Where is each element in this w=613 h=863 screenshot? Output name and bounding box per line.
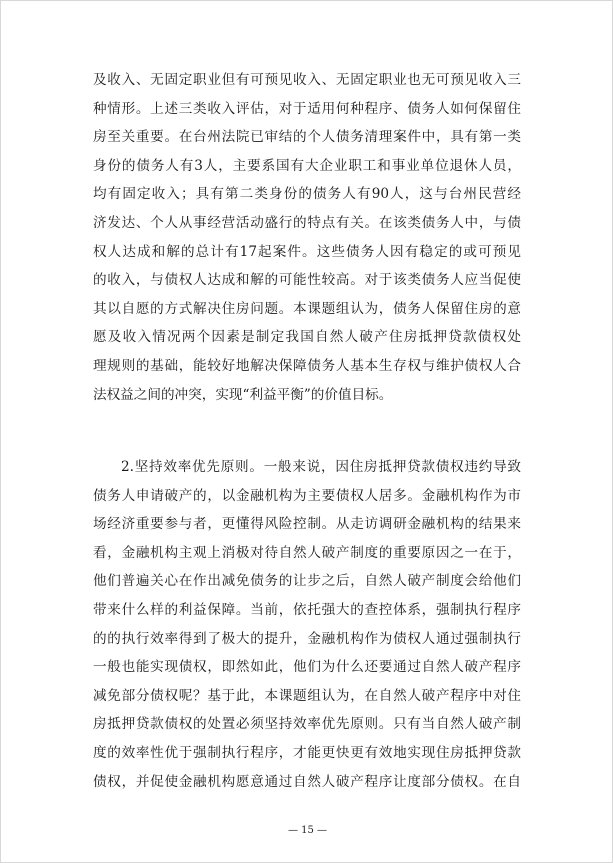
text-line: 权人达成和解的总计有17起案件。这些债务人因有稳定的或可预见 <box>93 243 521 260</box>
text-line: 房至关重要。在台州法院已审结的个人债务清理案件中，具有第一类 <box>93 129 521 146</box>
text-line: 的收入，与债权人达成和解的可能性较高。对于该类债务人应当促使 <box>93 272 521 289</box>
text-line: 场经济重要参与者，更懂得风险控制。从走访调研金融机构的结果来 <box>93 516 521 533</box>
text-line: 及收入、无固定职业但有可预见收入、无固定职业也无可预见收入三 <box>93 72 521 88</box>
text-line: 减免部分债权呢？基于此，本课题组认为，在自然人破产程序中对住 <box>93 687 521 704</box>
text-line: 房抵押贷款债权的处置必须坚持效率优先原则。只有当自然人破产制 <box>93 716 521 733</box>
text-line: 债权，并促使金融机构愿意通过自然人破产程序让度部分债权。在自 <box>93 773 521 790</box>
page-number: — 15 — <box>287 825 328 836</box>
paragraph-efficiency-principle <box>93 453 521 796</box>
text-line: 度的效率性优于强制执行程序，才能更快更有效地实现住房抵押贷款 <box>93 744 521 761</box>
text-line: 带来什么样的利益保障。当前，依托强大的查控体系，强制执行程序 <box>93 601 521 618</box>
text-line: 理规则的基础，能较好地解决保障债务人基本生存权与维护债权人合 <box>93 357 521 374</box>
text-line: 一般也能实现债权，即然如此，他们为什么还要通过自然人破产程序 <box>93 659 521 676</box>
text-line: 愿及收入情况两个因素是制定我国自然人破产住房抵押贷款债权处 <box>93 329 521 346</box>
text-line: 法权益之间的冲突，实现“利益平衡”的价值目标。 <box>93 386 393 403</box>
text-line: 2.坚持效率优先原则。一般来说，因住房抵押贷款债权违约导致 <box>121 459 521 475</box>
text-line: 的的执行效率得到了极大的提升，金融机构作为债权人通过强制执行 <box>93 630 521 647</box>
text-line: 均有固定收入；具有第二类身份的债务人有90人，这与台州民营经 <box>93 186 521 203</box>
paragraph-income-categories <box>93 66 521 409</box>
text-line: 他们普遍关心在作出减免债务的让步之后，自然人破产制度会给他们 <box>93 573 521 590</box>
text-line: 身份的债务人有3人，主要系国有大企业职工和事业单位退休人员， <box>93 157 521 174</box>
text-line: 济发达、个人从事经营活动盛行的特点有关。在该类债务人中，与债 <box>93 214 521 231</box>
text-line: 种情形。上述三类收入评估，对于适用何种程序、债务人如何保留住 <box>93 100 521 117</box>
text-line: 其以自愿的方式解决住房问题。本课题组认为，债务人保留住房的意 <box>93 300 521 317</box>
text-line: 债务人申请破产的，以金融机构为主要债权人居多。金融机构作为市 <box>93 487 521 504</box>
text-line: 看，金融机构主观上消极对待自然人破产制度的重要原因之一在于， <box>93 544 521 561</box>
